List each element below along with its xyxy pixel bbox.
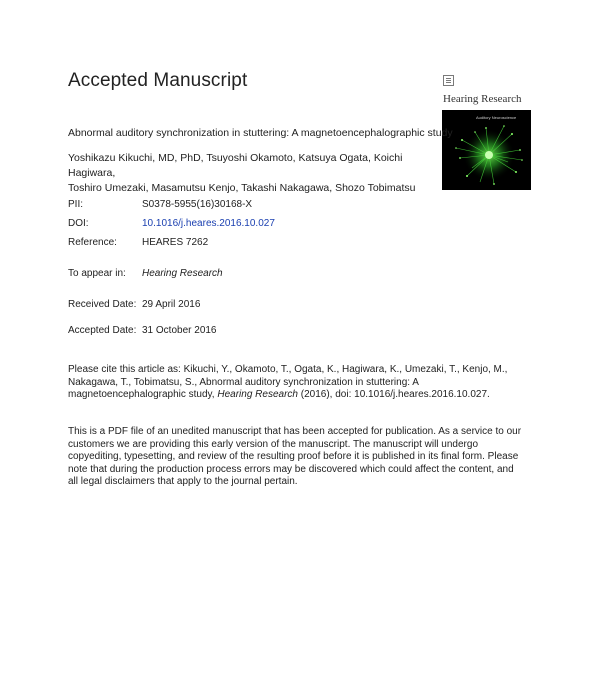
publisher-logo-icon bbox=[443, 75, 454, 86]
author-line: Toshiro Umezaki, Masamutsu Kenjo, Takashi Nakagawa, Shozo Tobimatsu bbox=[68, 182, 416, 194]
pii-value: S0378-5955(16)30168-X bbox=[142, 199, 253, 210]
doi-link[interactable]: 10.1016/j.heares.2016.10.027 bbox=[142, 218, 275, 229]
doi-label: DOI: bbox=[68, 218, 89, 229]
cover-header bbox=[441, 73, 531, 93]
accepted-value: 31 October 2016 bbox=[142, 325, 217, 336]
cover-artwork bbox=[442, 110, 531, 190]
cover-journal-title: Hearing Research bbox=[443, 93, 522, 105]
author-line: Yoshikazu Kikuchi, MD, PhD, Tsuyoshi Okamoto, Katsuya Ogata, Koichi Hagiwara, bbox=[68, 152, 403, 179]
citation-paragraph bbox=[68, 364, 526, 402]
page-heading: Accepted Manuscript bbox=[68, 70, 248, 91]
citation-suffix: (2016), doi: 10.1016/j.heares.2016.10.027. bbox=[297, 389, 490, 400]
citation-prefix: Please cite this article as: Kikuchi, Y., Okamoto, T., Ogata, K., Hagiwara, K., Umezaki, T., Kenjo, M., Nakagawa, T., Tobimatsu, S., Abnormal auditory synchronization in stuttering: A magnetoencephalographic study, bbox=[68, 364, 508, 400]
reference-label: Reference: bbox=[68, 237, 117, 248]
appear-value: Hearing Research bbox=[142, 268, 223, 279]
appear-label: To appear in: bbox=[68, 268, 126, 279]
accepted-label: Accepted Date: bbox=[68, 325, 137, 336]
cover-tagline: Auditory Neuroscience bbox=[476, 115, 517, 120]
reference-value: HEARES 7262 bbox=[142, 237, 209, 248]
neuron-image bbox=[442, 110, 531, 190]
journal-cover bbox=[441, 73, 531, 190]
received-value: 29 April 2016 bbox=[142, 299, 201, 310]
disclaimer-paragraph: This is a PDF file of an unedited manuscript that has been accepted for publication. As a service to our customers we are providing this early version of the manuscript. The manuscript will undergo copyediting, typesetting, and review of the resulting proof before it is published in its final form. Please note that during the production process errors may be discovered which could affect the content, and all legal disclaimers that apply to the journal pertain. bbox=[68, 426, 522, 487]
article-title: Abnormal auditory synchronization in stuttering: A magnetoencephalographic study bbox=[68, 127, 453, 139]
citation-journal: Hearing Research bbox=[217, 389, 298, 400]
pii-label: PII: bbox=[68, 199, 84, 210]
author-list bbox=[68, 151, 448, 196]
received-label: Received Date: bbox=[68, 299, 137, 310]
